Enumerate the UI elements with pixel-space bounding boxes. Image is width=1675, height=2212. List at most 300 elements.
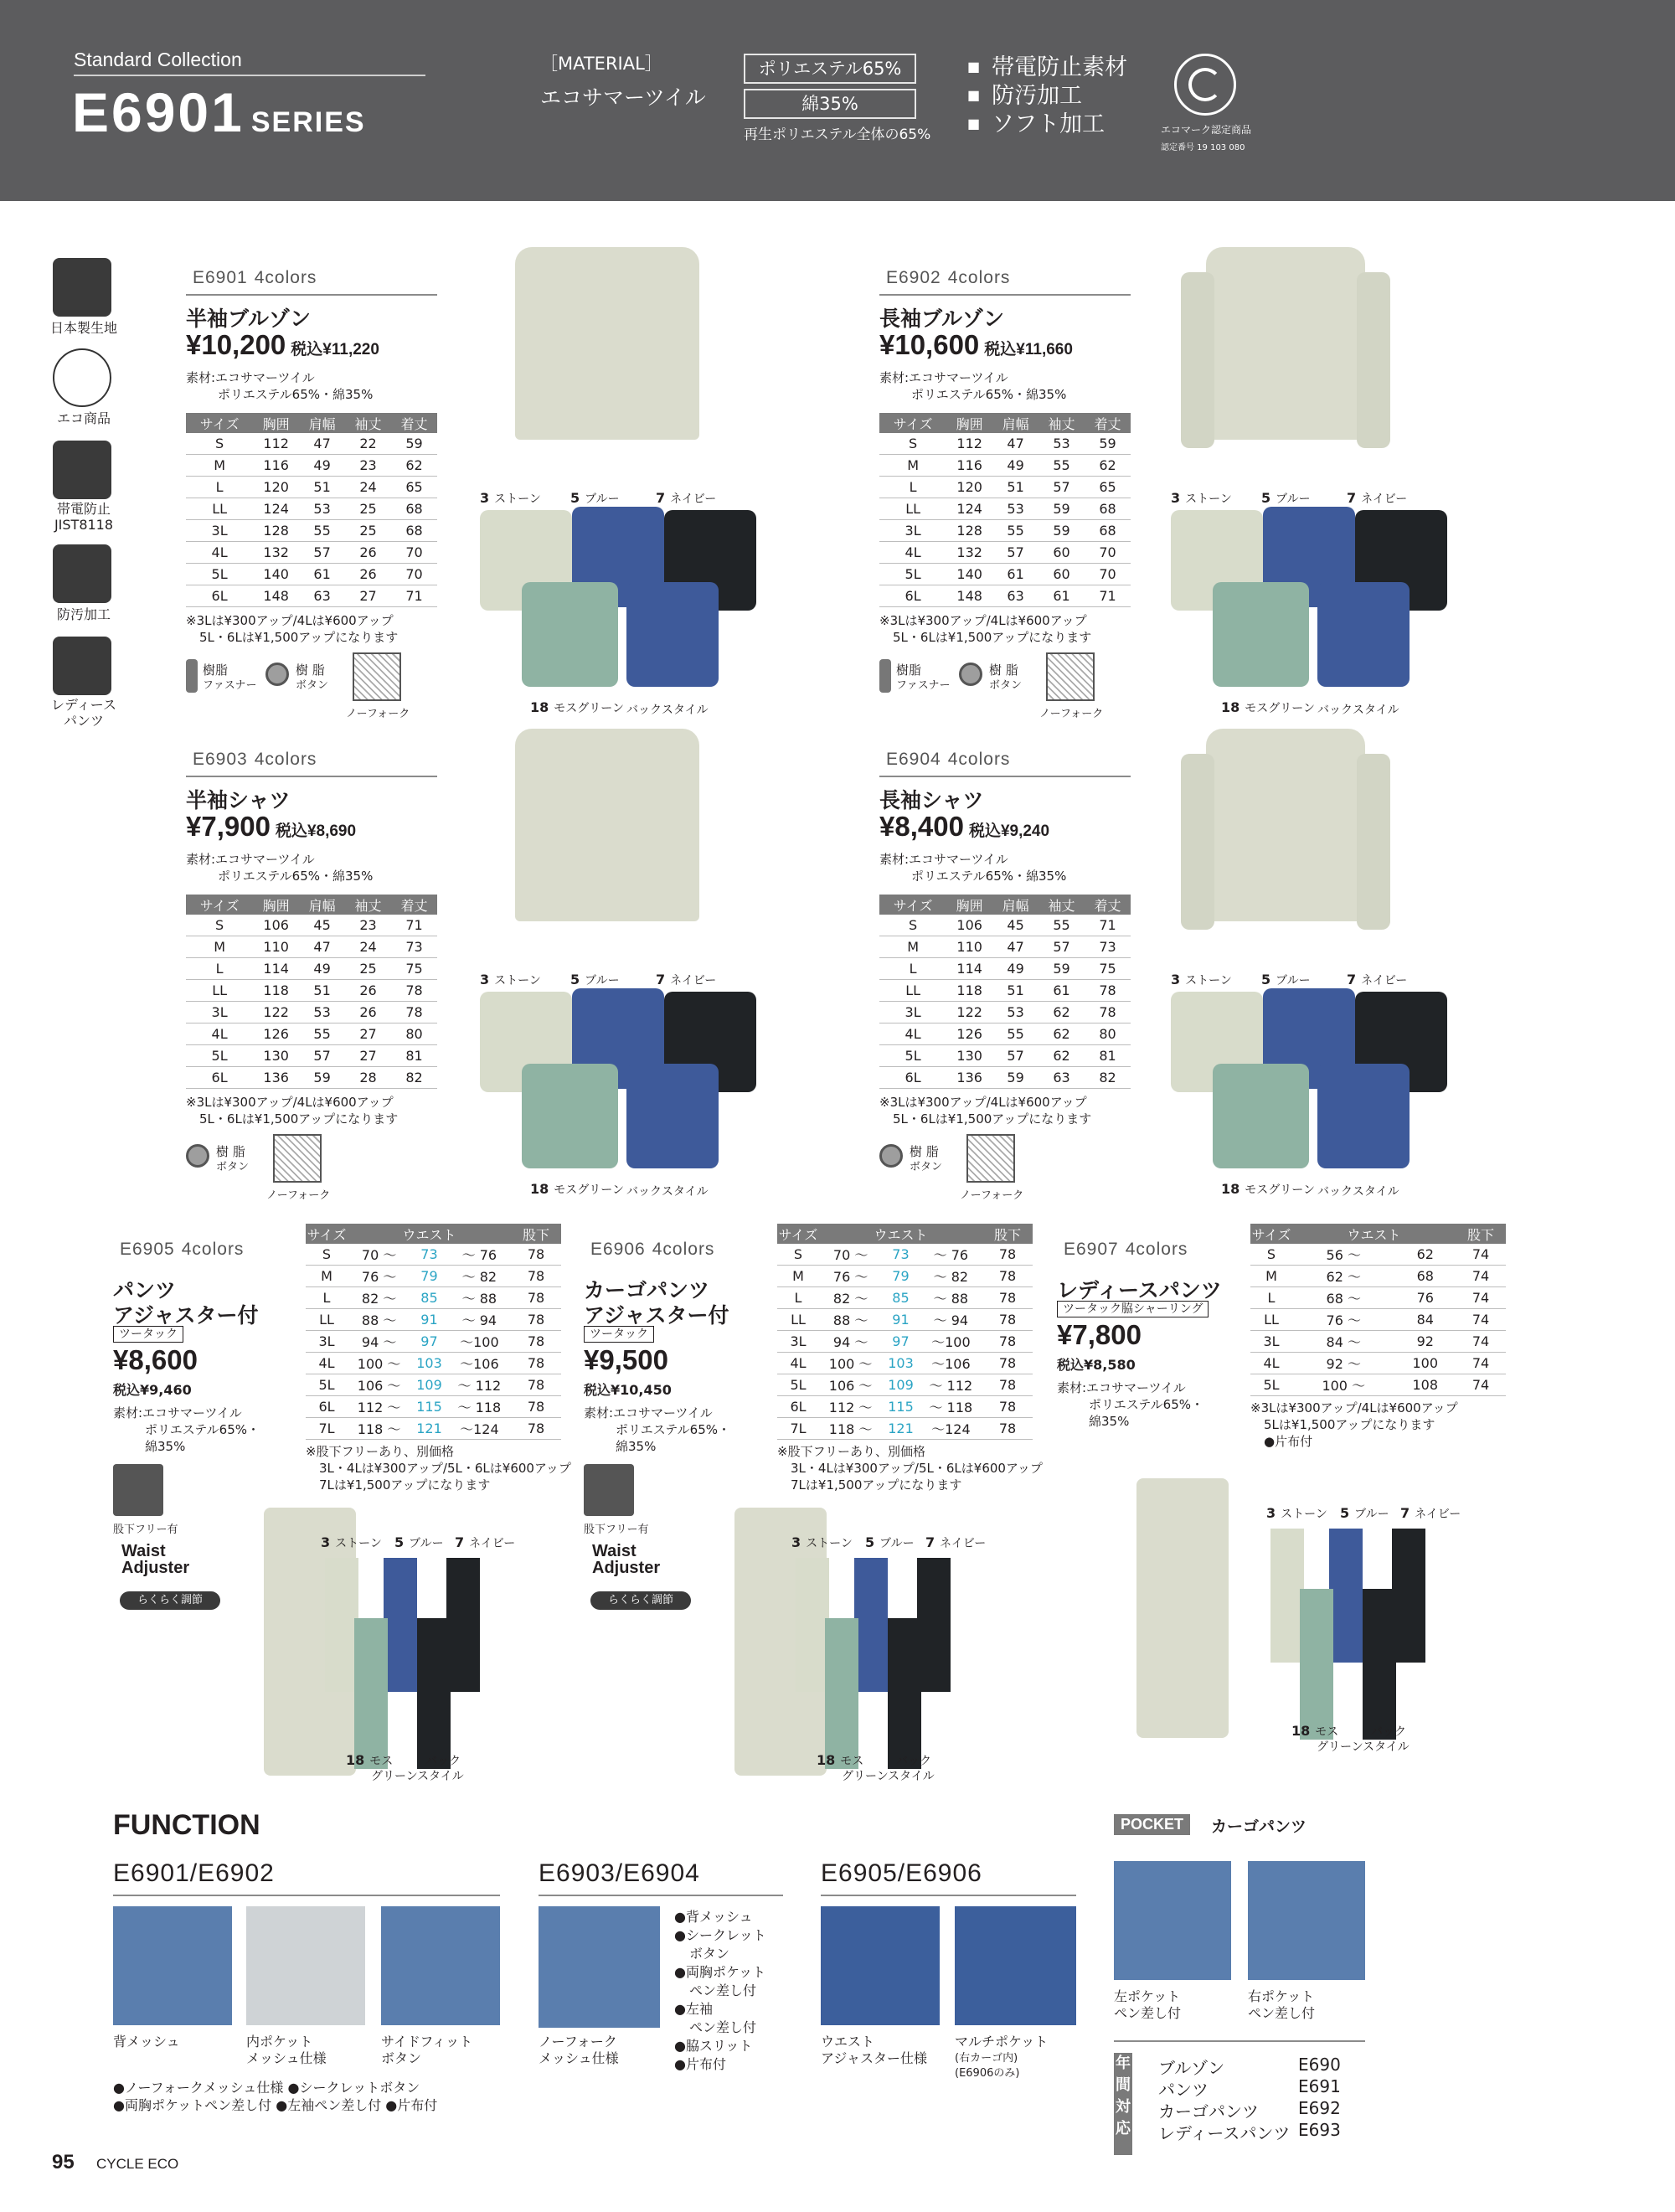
- adjuster-subtitle: らくらく調節: [120, 1591, 220, 1610]
- product-name: 長袖ブルゾン: [879, 307, 1005, 331]
- table-cell: 76 ～: [819, 1266, 882, 1287]
- table-cell: 55: [299, 520, 345, 542]
- table-row: [306, 1287, 561, 1309]
- table-cell: 82: [1085, 1067, 1131, 1089]
- table-cell: 78: [511, 1396, 561, 1418]
- product-name: 長袖シャツ: [879, 788, 984, 812]
- size-table: [186, 895, 437, 1089]
- icon-caption: ファスナー: [203, 679, 257, 692]
- table-header: サイズ: [879, 895, 946, 915]
- table-cell: 3L: [186, 520, 253, 542]
- table-cell: ～ 88: [920, 1287, 982, 1309]
- color-label: [656, 490, 716, 507]
- adjuster-title: Waist: [121, 1542, 166, 1560]
- product-code-text: E6904: [886, 750, 941, 769]
- table-cell: ～ 88: [448, 1287, 511, 1309]
- divider: [186, 776, 437, 777]
- table-cell: 74: [1456, 1244, 1506, 1266]
- color-label: スタイル: [417, 1770, 464, 1783]
- table-cell: 78: [511, 1244, 561, 1266]
- collection-label: Standard Collection: [74, 49, 242, 70]
- table-cell: 78: [982, 1418, 1033, 1440]
- table-cell: 74: [1456, 1266, 1506, 1287]
- table-row: [186, 498, 437, 520]
- color-number: 5: [570, 490, 580, 506]
- mesh-icon: [1046, 652, 1095, 701]
- table-header: 胸囲: [946, 413, 992, 433]
- color-name: ブルー: [409, 1537, 444, 1550]
- table-cell: 57: [299, 1045, 345, 1067]
- divider: [879, 776, 1131, 777]
- material-line: 素材:エコサマーツイル: [879, 852, 1008, 867]
- function-caption: 左ポケット: [1114, 1988, 1181, 2004]
- table-cell: L: [306, 1287, 348, 1309]
- product-code: [186, 737, 317, 773]
- table-cell: 4L: [879, 542, 946, 564]
- icon-caption: 樹 脂: [216, 1144, 245, 1159]
- table-row: [1250, 1244, 1506, 1266]
- table-cell: LL: [879, 980, 946, 1002]
- table-cell: S: [879, 915, 946, 936]
- color-number: 18: [817, 1752, 836, 1768]
- table-cell: 94 ～: [348, 1331, 410, 1353]
- color-name: ネイビー: [1361, 974, 1408, 987]
- table-header: 着丈: [1085, 413, 1131, 433]
- color-number: 18: [346, 1752, 365, 1768]
- table-header: 肩幅: [992, 413, 1038, 433]
- function-list-item: ●脇スリット: [674, 2038, 753, 2054]
- table-cell: 63: [299, 585, 345, 607]
- table-header: 袖丈: [345, 413, 391, 433]
- color-name: ストーン: [335, 1537, 382, 1550]
- table-cell: 59: [299, 1067, 345, 1089]
- color-name: ブルー: [585, 492, 620, 506]
- table-row: [186, 433, 437, 455]
- table-cell: 78: [982, 1374, 1033, 1396]
- eco-mark-icon: [1174, 54, 1236, 116]
- table-cell: 4L: [777, 1353, 819, 1374]
- function-list-item: ●背メッシュ: [674, 1909, 753, 1925]
- back-style-view: [1363, 1589, 1396, 1740]
- table-cell: 26: [345, 564, 391, 585]
- table-row: [879, 915, 1131, 936]
- table-header: 袖丈: [1038, 895, 1085, 915]
- table-cell: 60: [1038, 564, 1085, 585]
- table-cell: S: [186, 433, 253, 455]
- material-line: ポリエステル65%・綿35%: [911, 387, 1067, 402]
- table-cell: 3L: [879, 520, 946, 542]
- table-cell: 56 ～: [1292, 1244, 1395, 1266]
- main-pants-photo: [1136, 1478, 1229, 1738]
- function-list-item: ●シークレット: [674, 1927, 766, 1943]
- icon-caption: ボタン: [296, 679, 329, 692]
- color-label: [480, 972, 541, 988]
- product-code-text: E6905: [120, 1240, 175, 1259]
- table-cell: 71: [1085, 915, 1131, 936]
- color-number: 3: [791, 1534, 801, 1550]
- color-variant-mossgreen: [1300, 1589, 1333, 1740]
- table-cell: 75: [391, 958, 437, 980]
- color-label: [530, 699, 624, 716]
- table-cell: 84 ～: [1292, 1331, 1395, 1353]
- color-label: [1261, 490, 1311, 507]
- feature-item: ■ 防汚加工: [967, 77, 1082, 110]
- table-cell: 73: [410, 1244, 448, 1266]
- color-variant-mossgreen: [522, 582, 618, 687]
- product-name: アジャスター付: [584, 1303, 729, 1328]
- table-header: 着丈: [391, 895, 437, 915]
- table-cell: 79: [882, 1266, 920, 1287]
- table-row: [186, 1024, 437, 1045]
- material-line: ポリエステル65%・: [616, 1422, 730, 1437]
- color-count: 4colors: [652, 1240, 715, 1259]
- table-cell: S: [777, 1244, 819, 1266]
- table-row: [879, 1067, 1131, 1089]
- function-list-item: ●両胸ポケットペン差し付 ●左袖ペン差し付 ●片布付: [113, 2097, 438, 2113]
- table-cell: 6L: [879, 1067, 946, 1089]
- table-cell: 57: [1038, 936, 1085, 958]
- stain-resist-icon: [53, 544, 111, 603]
- button-icon: [186, 1144, 209, 1168]
- table-row: [306, 1331, 561, 1353]
- table-cell: ～124: [920, 1418, 982, 1440]
- year-item-code: E693: [1298, 2120, 1341, 2140]
- table-cell: 114: [946, 958, 992, 980]
- icon-caption: エコ商品: [56, 410, 111, 426]
- year-item-code: E692: [1298, 2098, 1341, 2118]
- function-caption: マルチポケット: [955, 2034, 1049, 2050]
- table-cell: 25: [345, 520, 391, 542]
- divider: [74, 75, 425, 76]
- adjuster-title: Adjuster: [592, 1559, 661, 1577]
- product-code: [584, 1227, 714, 1263]
- table-row: [306, 1418, 561, 1440]
- side-fit-button-photo: [381, 1906, 500, 2025]
- function-caption: ノーフォーク: [539, 2034, 617, 2050]
- table-cell: 68: [1085, 520, 1131, 542]
- table-cell: 57: [992, 542, 1038, 564]
- table-cell: 51: [992, 477, 1038, 498]
- color-name: ブルー: [585, 974, 620, 987]
- table-header: 股下: [511, 1224, 561, 1244]
- color-label: [925, 1534, 986, 1551]
- table-cell: 59: [1038, 958, 1085, 980]
- table-cell: 74: [1456, 1353, 1506, 1374]
- function-caption: メッシュ仕様: [539, 2050, 619, 2066]
- tuck-badge: ツータック: [584, 1326, 654, 1343]
- table-cell: 4L: [306, 1353, 348, 1374]
- function-caption: 右ポケット: [1248, 1988, 1315, 2004]
- color-name: ネイビー: [670, 974, 717, 987]
- table-cell: 59: [1038, 498, 1085, 520]
- eco-mark-registration: 認定番号 19 103 080: [1161, 143, 1245, 152]
- table-cell: 78: [982, 1396, 1033, 1418]
- price-tax: 税込¥8,690: [275, 822, 357, 840]
- table-cell: LL: [306, 1309, 348, 1331]
- main-garment-photo: [1206, 729, 1365, 921]
- material-line: 素材:エコサマーツイル: [879, 370, 1008, 385]
- table-cell: 106 ～: [819, 1374, 882, 1396]
- main-garment-photo: [515, 729, 699, 921]
- table-cell: 120: [946, 477, 992, 498]
- table-cell: 110: [253, 936, 299, 958]
- product-code: [1057, 1227, 1188, 1263]
- table-header: 肩幅: [299, 895, 345, 915]
- table-row: [186, 542, 437, 564]
- table-cell: 49: [992, 455, 1038, 477]
- icon-caption: ファスナー: [896, 679, 951, 692]
- table-cell: 60: [1038, 542, 1085, 564]
- table-cell: 73: [1085, 936, 1131, 958]
- table-cell: 103: [882, 1353, 920, 1374]
- table-cell: 76 ～: [1292, 1309, 1395, 1331]
- table-header: ウエスト: [1292, 1224, 1456, 1244]
- material-label: ［MATERIAL］: [540, 54, 662, 74]
- table-cell: 78: [391, 980, 437, 1002]
- function-caption: 背メッシュ: [113, 2034, 180, 2050]
- table-cell: 7L: [306, 1418, 348, 1440]
- table-cell: 65: [1085, 477, 1131, 498]
- table-cell: 100 ～: [819, 1353, 882, 1374]
- table-cell: 27: [345, 585, 391, 607]
- material-line: 綿35%: [1089, 1414, 1130, 1429]
- table-row: [1250, 1266, 1506, 1287]
- table-row: [186, 936, 437, 958]
- table-header: 袖丈: [345, 895, 391, 915]
- size-table: [879, 895, 1131, 1089]
- table-cell: 78: [1085, 1002, 1131, 1024]
- table-cell: 121: [882, 1418, 920, 1440]
- button-icon: [959, 663, 982, 686]
- product-name: アジャスター付: [113, 1303, 259, 1328]
- table-cell: ～106: [448, 1353, 511, 1374]
- color-name: モス: [840, 1755, 864, 1768]
- table-cell: 62: [1038, 1045, 1085, 1067]
- table-cell: 45: [299, 915, 345, 936]
- table-cell: ～ 76: [920, 1244, 982, 1266]
- table-cell: 5L: [777, 1374, 819, 1396]
- product-name: レディースパンツ: [1057, 1278, 1222, 1302]
- antistatic-icon: [53, 441, 111, 499]
- table-cell: 110: [946, 936, 992, 958]
- table-cell: M: [186, 936, 253, 958]
- table-cell: M: [879, 455, 946, 477]
- button-icon: [265, 663, 289, 686]
- table-row: [777, 1244, 1033, 1266]
- table-cell: 26: [345, 1002, 391, 1024]
- table-row: [186, 564, 437, 585]
- table-cell: 132: [946, 542, 992, 564]
- icon-caption: ボタン: [216, 1161, 250, 1173]
- color-variant-navy: [917, 1558, 951, 1692]
- tuck-badge: ツータック: [113, 1326, 183, 1343]
- table-cell: 81: [1085, 1045, 1131, 1067]
- color-name: ブルー: [1354, 1508, 1389, 1521]
- table-row: [777, 1396, 1033, 1418]
- color-number: 5: [570, 972, 580, 987]
- table-cell: LL: [186, 498, 253, 520]
- table-cell: 5L: [1250, 1374, 1292, 1396]
- product-price: [186, 329, 379, 361]
- table-cell: 5L: [879, 1045, 946, 1067]
- year-item-name: レディースパンツ: [1158, 2123, 1291, 2143]
- color-variant-mossgreen: [354, 1618, 388, 1769]
- table-row: [879, 585, 1131, 607]
- ladies-pants-icon: [53, 637, 111, 695]
- material-line: 素材:エコサマーツイル: [186, 370, 315, 385]
- color-name: モス: [369, 1755, 394, 1768]
- color-variant-mossgreen: [522, 1064, 618, 1168]
- table-row: [306, 1396, 561, 1418]
- table-row: [186, 477, 437, 498]
- table-cell: 3L: [879, 1002, 946, 1024]
- price-tax: 税込¥11,660: [984, 341, 1073, 358]
- function-caption: (E6906のみ): [955, 2067, 1020, 2080]
- table-cell: 68 ～: [1292, 1287, 1395, 1309]
- table-cell: M: [777, 1266, 819, 1287]
- table-row: [306, 1244, 561, 1266]
- color-name: ストーン: [494, 492, 541, 506]
- table-cell: 53: [299, 1002, 345, 1024]
- table-cell: LL: [1250, 1309, 1292, 1331]
- table-cell: 61: [992, 564, 1038, 585]
- table-cell: 6L: [306, 1396, 348, 1418]
- table-header: 股下: [1456, 1224, 1506, 1244]
- color-label: [1347, 972, 1407, 988]
- divider: [821, 1895, 1076, 1896]
- icon-caption: 樹 脂: [989, 663, 1018, 678]
- size-table: [777, 1224, 1033, 1440]
- color-label: [1340, 1505, 1389, 1522]
- table-row: [186, 1002, 437, 1024]
- table-row: [1250, 1353, 1506, 1374]
- table-cell: 62: [1395, 1244, 1456, 1266]
- size-note: ※3Lは¥300アップ/4Lは¥600アップ: [186, 1095, 394, 1110]
- color-name: ネイビー: [1415, 1508, 1461, 1521]
- color-variant-blue: [1329, 1529, 1363, 1663]
- icon-caption: 防汚加工: [56, 606, 111, 622]
- table-cell: ～100: [448, 1331, 511, 1353]
- table-cell: 76 ～: [348, 1266, 410, 1287]
- sleeve-right: [1357, 754, 1390, 930]
- table-cell: 132: [253, 542, 299, 564]
- table-cell: 78: [982, 1331, 1033, 1353]
- table-cell: 47: [299, 936, 345, 958]
- size-note: 3L・4Lは¥300アップ/5L・6Lは¥600アップ: [791, 1461, 1043, 1476]
- table-header: 胸囲: [253, 895, 299, 915]
- color-label: [1400, 1505, 1461, 1522]
- main-garment-photo: [515, 247, 699, 440]
- table-cell: 82 ～: [819, 1287, 882, 1309]
- color-variant-blue: [854, 1558, 888, 1692]
- icon-caption: ノーフォーク: [960, 1189, 1024, 1202]
- table-cell: 28: [345, 1067, 391, 1089]
- product-name: 半袖シャツ: [186, 788, 291, 812]
- table-cell: 112 ～: [348, 1396, 410, 1418]
- color-label: バックスタイル: [1317, 1185, 1399, 1199]
- table-cell: ～ 82: [448, 1266, 511, 1287]
- table-cell: 118: [946, 980, 992, 1002]
- color-number: 18: [1291, 1723, 1311, 1739]
- size-note: 5Lは¥1,500アップになります: [1264, 1417, 1435, 1432]
- table-cell: M: [186, 455, 253, 477]
- table-cell: 55: [1038, 915, 1085, 936]
- table-cell: 112 ～: [819, 1396, 882, 1418]
- function-caption: 内ポケット: [246, 2034, 313, 2050]
- table-cell: 81: [391, 1045, 437, 1067]
- table-cell: 25: [345, 498, 391, 520]
- price-value: ¥10,600: [879, 329, 980, 360]
- series-code: E6901: [72, 81, 245, 143]
- table-row: [186, 980, 437, 1002]
- function-caption: ウエスト: [821, 2034, 875, 2050]
- table-row: [186, 520, 437, 542]
- table-cell: 26: [345, 980, 391, 1002]
- color-label: [1171, 490, 1232, 507]
- table-cell: 120: [253, 477, 299, 498]
- zipper-icon: [186, 659, 198, 693]
- table-cell: 85: [882, 1287, 920, 1309]
- table-header: サイズ: [1250, 1224, 1292, 1244]
- right-pocket-photo: [1248, 1861, 1365, 1980]
- color-variant-mossgreen: [825, 1618, 858, 1769]
- table-row: [879, 455, 1131, 477]
- table-cell: L: [879, 958, 946, 980]
- color-label: スタイル: [888, 1770, 935, 1783]
- table-row: [306, 1374, 561, 1396]
- color-label: バック: [425, 1755, 461, 1768]
- table-cell: 106: [253, 915, 299, 936]
- sleeve-right: [1357, 272, 1390, 448]
- table-cell: 71: [391, 915, 437, 936]
- table-cell: 6L: [879, 585, 946, 607]
- mesh-icon: [966, 1134, 1015, 1183]
- table-cell: 74: [1456, 1374, 1506, 1396]
- table-cell: 78: [511, 1309, 561, 1331]
- table-cell: 106: [946, 915, 992, 936]
- table-cell: 74: [1456, 1331, 1506, 1353]
- table-cell: ～ 76: [448, 1244, 511, 1266]
- mesh-icon: [353, 652, 401, 701]
- recycle-note: 再生ポリエステル全体の65%: [744, 126, 931, 143]
- divider: [186, 294, 437, 296]
- table-row: [879, 980, 1131, 1002]
- size-note: ※股下フリーあり、別価格: [777, 1444, 925, 1459]
- table-cell: 55: [992, 520, 1038, 542]
- table-cell: 55: [992, 1024, 1038, 1045]
- icon-caption: ボタン: [989, 679, 1023, 692]
- divider: [879, 294, 1131, 296]
- color-label: [480, 490, 541, 507]
- product-code: [186, 255, 317, 291]
- color-number: 5: [1261, 972, 1271, 987]
- icon-caption: 樹 脂: [910, 1144, 939, 1159]
- table-row: [879, 520, 1131, 542]
- color-name: ストーン: [494, 974, 541, 987]
- table-cell: 49: [299, 958, 345, 980]
- table-header: 胸囲: [946, 895, 992, 915]
- table-row: [1250, 1287, 1506, 1309]
- color-name: モスグリーン: [554, 702, 624, 715]
- table-cell: 6L: [186, 1067, 253, 1089]
- material-chip-cotton: 綿35%: [744, 89, 916, 119]
- table-cell: M: [306, 1266, 348, 1287]
- table-cell: 91: [410, 1309, 448, 1331]
- table-cell: 5L: [879, 564, 946, 585]
- color-label: [1221, 699, 1315, 716]
- icon-caption: 樹脂: [203, 663, 229, 678]
- table-cell: 4L: [186, 1024, 253, 1045]
